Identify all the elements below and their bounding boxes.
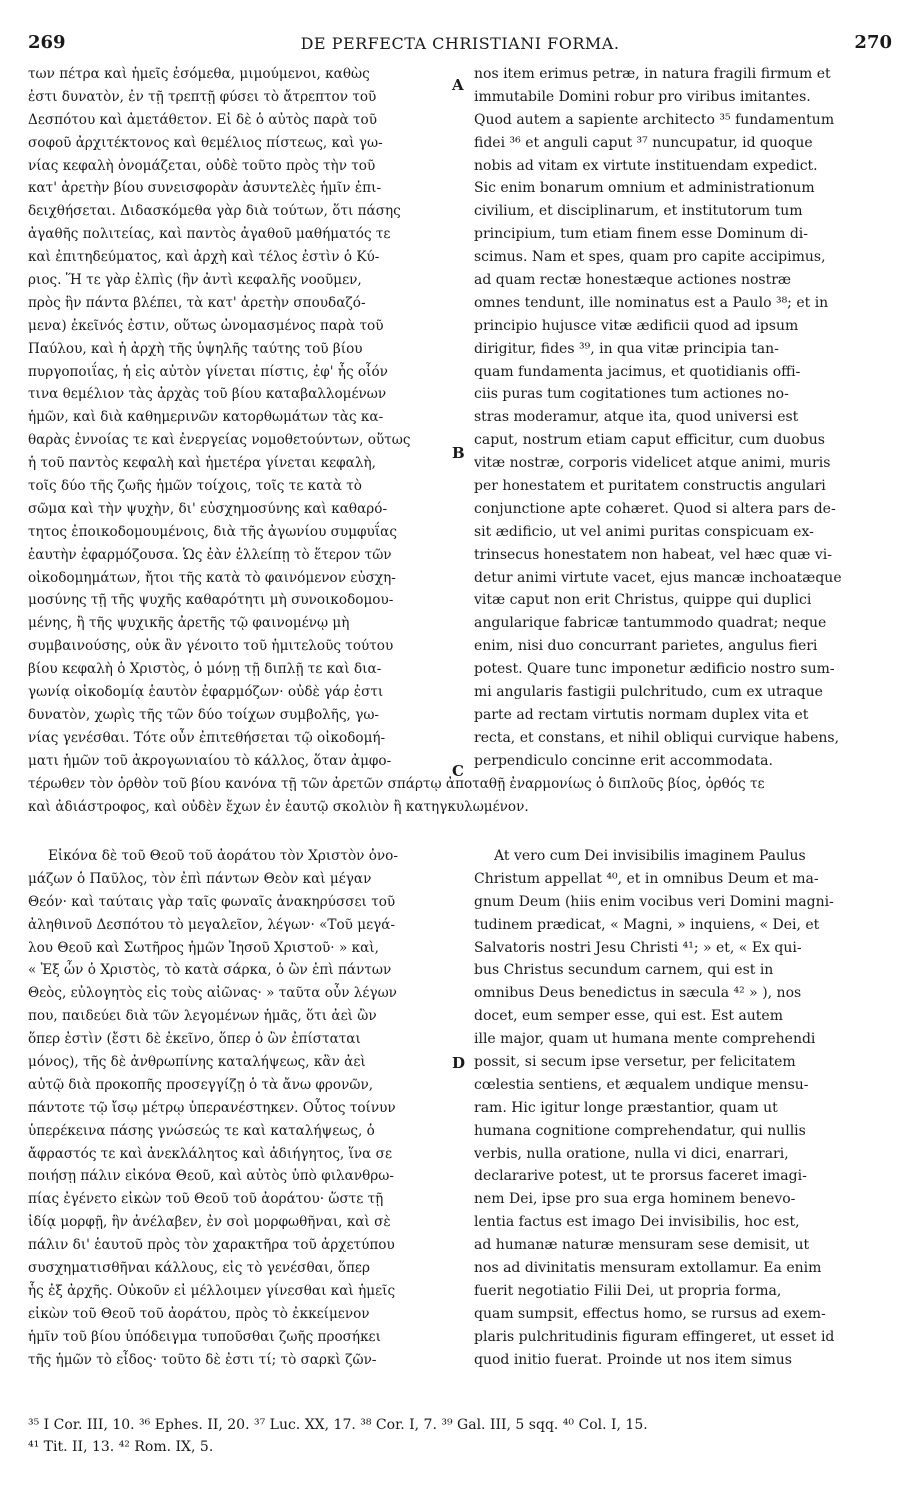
footnotes — [28, 1414, 892, 1464]
text-line: perpendiculo concinne erit accommodata. — [474, 752, 773, 769]
text-line: scimus. Nam et spes, quam pro capite accipimus, — [474, 249, 826, 266]
greek-spanning-lines — [28, 773, 892, 823]
text-line: conjunctione apte cohæret. Quod si altera pars de- — [474, 500, 836, 517]
text-line: καὶ ἀδιάστροφος, καὶ οὐδὲν ἔχων ἐν ἑαυτῷ σκολιὸν ἢ κατηγκυλωμένον. — [28, 798, 529, 815]
text-line: τέρωθεν τὸν ὀρθὸν τοῦ βίου κανόνα τῇ τῶν ἀρετῶν σπάρτῳ ἀποταθῇ ἐναρμονίως ὁ διπλοῦς βίος, ὀρθός τε — [28, 776, 765, 792]
text-line: Θεόν· καὶ ταύταις γὰρ ταῖς φωναῖς ἀνακηρύσσει τοῦ — [28, 893, 396, 910]
text-line: ille major, quam ut humana mente comprehendi — [474, 1031, 816, 1048]
text-line: πίας ἐγένετο εἰκὼν τοῦ Θεοῦ τοῦ ἀοράτου· ὥστε τῇ — [28, 1191, 384, 1208]
text-line: At vero cum Dei invisibilis imaginem Paulus — [494, 848, 806, 864]
text-line: quam fundamenta jacimus, et quotidianis offi- — [474, 363, 801, 380]
text-line: per honestatem et puritatem constructis angulari — [474, 478, 826, 495]
text-line: ad quam rectæ honestæque actiones nostræ — [474, 272, 792, 289]
text-line: νίας κεφαλὴ ὀνομάζεται, οὐδὲ τοῦτο πρὸς τὴν τοῦ — [28, 157, 376, 174]
text-line: declararive potest, ut te prorsus faceret imagi- — [474, 1168, 807, 1185]
text-line: gnum Deum (hiis enim vocibus veri Domini magni- — [474, 893, 834, 910]
text-line: omnes tendunt, ille nominatus est a Paulo ³⁸; et in — [474, 294, 829, 311]
text-line: λου Θεοῦ καὶ Σωτῆρος ἡμῶν Ἰησοῦ Χριστοῦ· » καὶ, — [28, 939, 379, 956]
text-line: Salvatoris nostri Jesu Christi ⁴¹; » et, « Ex qui- — [474, 939, 802, 956]
text-line: δειχθήσεται. Διδασκόμεθα γὰρ διὰ τούτων, ὅτι πάσης — [28, 203, 401, 220]
text-line: vitæ nostræ, corporis videlicet atque animi, muris — [474, 455, 831, 472]
text-line: ἰδίᾳ μορφῇ, ἣν ἀνέλαβεν, ἐν σοὶ μορφωθῆναι, καὶ σὲ — [28, 1214, 391, 1231]
text-line: bus Christus secundum carnem, qui est in — [474, 962, 774, 979]
text-line: stras moderamur, atque ita, quod universi est — [474, 409, 799, 426]
text-line: quam sumpsit, effectus homo, se rursus ad exem- — [474, 1305, 826, 1322]
section-marker-d: D — [452, 1054, 466, 1072]
text-line: πάντοτε τῷ ἴσῳ μέτρῳ ὑπερανέστηκεν. Οὗτος τοίνυν — [28, 1099, 396, 1116]
text-line: ἡμῶν, καὶ διὰ καθημερινῶν κατορθωμάτων τὰς κα- — [28, 409, 384, 426]
latin-column-bottom — [474, 845, 892, 1390]
text-line: ματι ἡμῶν τοῦ ἀκρογωνιαίου τὸ κάλλος, ὅταν ἀμφο- — [28, 752, 392, 769]
text-line: γωνίᾳ οἰκοδομίᾳ ἑαυτὸν ἐφαρμόζων· οὐδὲ γάρ ἐστι — [28, 684, 384, 701]
text-line: plaris pulchritudinis figuram effingeret, ut esset id — [474, 1328, 835, 1345]
text-line: docet, eum semper esse, qui est. Est autem — [474, 1008, 783, 1025]
text-line: dirigitur, fides ³⁹, in qua vitæ principia tan- — [474, 340, 779, 357]
text-line: εἰκὼν τοῦ Θεοῦ τοῦ ἀοράτου, πρὸς τὸ ἐκκείμενον — [28, 1305, 370, 1322]
text-line: ἧς ἐξ ἀρχῆς. Οὐκοῦν εἰ μέλλοιμεν γίνεσθαι καὶ ἡμεῖς — [28, 1282, 396, 1299]
text-line: trinsecus honestatem non habeat, vel hæc quæ vi- — [474, 546, 833, 563]
text-line: nos ad divinitatis mensuram extollamur. Ea enim — [474, 1260, 822, 1277]
text-line: caput, nostrum etiam caput efficitur, cum duobus — [474, 432, 825, 449]
latin-column-top — [474, 63, 892, 803]
text-line: ciis puras tum cogitationes tum actiones no- — [474, 386, 789, 403]
text-line: βίου κεφαλὴ ὁ Χριστὸς, ὁ μόνῃ τῇ διπλῇ τε καὶ δια- — [28, 661, 382, 678]
text-line: Sic enim bonarum omnium et administrationum — [474, 180, 815, 197]
text-line: Quod autem a sapiente architecto ³⁵ fundamentum — [474, 111, 835, 128]
text-line: αὐτῷ διὰ προκοπῆς προσεγγίζῃ ὁ τὰ ἄνω φρονῶν, — [28, 1076, 374, 1093]
text-line: omnibus Deus benedictus in sæcula ⁴² » ), nos — [474, 985, 802, 1002]
text-line: μενα) ἐκεῖνός ἐστιν, οὕτως ὠνομασμένος παρὰ τοῦ — [28, 317, 384, 334]
text-line: ὅπερ ἐστὶν (ἔστι δὲ ἐκεῖνο, ὅπερ ὁ ὢν ἐπίσταται — [28, 1031, 361, 1048]
text-line: verbis, nulla oratione, nulla vi dici, enarrari, — [474, 1145, 789, 1162]
text-line: ποιήσῃ πάλιν εἰκόνα Θεοῦ, καὶ αὐτὸς ὑπὸ φιλανθρω- — [28, 1168, 394, 1185]
text-line: μόνος), τῆς δὲ ἀνθρωπίνης καταλήψεως, κἂν ἀεὶ — [28, 1054, 366, 1071]
text-line: enim, nisi duo concurrant parietes, angulus fieri — [474, 638, 818, 655]
text-line: parte ad rectam virtutis normam duplex vita et — [474, 706, 809, 723]
text-line: σοφοῦ ἀρχιτέκτονος καὶ θεμέλιος πίστεως, καὶ γω- — [28, 134, 383, 151]
text-line: ἡμῖν τοῦ βίου ὑπόδειγμα τυποῦσθαι ζωῆς προσήκει — [28, 1328, 381, 1345]
text-line: ἀγαθῆς πολιτείας, καὶ παντὸς ἀγαθοῦ μαθήματός τε — [28, 226, 391, 243]
text-line: ad humanæ naturæ mensuram sese demisit, ut — [474, 1237, 810, 1254]
text-line: σῶμα καὶ τὴν ψυχὴν, δι' εὐσχημοσύνης καὶ καθαρό- — [28, 500, 388, 517]
text-line: nem Dei, ipse pro sua erga hominem benevo- — [474, 1191, 796, 1208]
text-line: θαρὰς ἐννοίας τε καὶ ἐνεργείας νομοθετούντων, οὕτως — [28, 432, 411, 449]
text-line: angularique fabricæ tantummodo quadrat; neque — [474, 615, 827, 632]
text-line: recta, et constans, et nihil obliqui curvique habens, — [474, 729, 840, 746]
text-line: ἐστι δυνατὸν, ἐν τῇ τρεπτῇ φύσει τὸ ἄτρεπτον τοῦ — [28, 88, 377, 105]
text-line: fidei ³⁶ et anguli caput ³⁷ nuncupatur, id quoque — [474, 134, 813, 151]
text-line: των πέτρα καὶ ἡμεῖς ἐσόμεθα, μιμούμενοι, καθὼς — [28, 66, 370, 82]
text-line: ἄφραστός τε καὶ ἀνεκλάλητος καὶ ἀδιήγητος, ἵνα σε — [28, 1145, 392, 1162]
text-line: μοσύνης τῇ τῆς ψυχῆς καθαρότητι μὴ συνοικοδομου- — [28, 592, 394, 609]
running-title: DE PERFECTA CHRISTIANI FORMA. — [300, 34, 620, 53]
text-line: ἡ τοῦ παντὸς κεφαλὴ καὶ ἡμετέρα γίνεται κεφαλὴ, — [28, 455, 376, 472]
text-line: συμβαινούσης, οὐκ ἂν γένοιτο τοῦ ἡμιτελοῦς τούτου — [28, 638, 394, 655]
text-line: ³⁵ I Cor. III, 10. ³⁶ Ephes. II, 20. ³⁷ Luc. XX, 17. ³⁸ Cor. I, 7. ³⁹ Gal. III, 5 sqq. ⁴⁰ Col. I, 15. — [28, 1417, 648, 1433]
page-number-left: 269 — [28, 32, 66, 53]
page-number-right: 270 — [854, 32, 892, 53]
text-line: detur animi virtute vacet, ejus mancæ inchoatæque — [474, 569, 842, 586]
text-line: τῆς ἡμῶν τὸ εἶδος· τοῦτο δὲ ἐστι τί; τὸ σαρκὶ ζῶν- — [28, 1351, 377, 1368]
greek-column-bottom — [28, 845, 466, 1390]
text-line: lentia factus est imago Dei invisibilis, hoc est, — [474, 1214, 800, 1231]
text-line: mi angularis fastigii pulchritudo, cum ex utraque — [474, 684, 823, 701]
text-line: principium, tum etiam finem esse Dominum di- — [474, 226, 809, 243]
text-line: τητος ἐποικοδομουμένοις, διὰ τῆς ἀγωνίου συμφυΐας — [28, 523, 397, 540]
text-line: νίας γενέσθαι. Τότε οὖν ἐπιτεθήσεται τῷ οἰκοδομή- — [28, 729, 386, 746]
text-line: ἑαυτὴν ἐφαρμόζουσα. Ὡς ἐὰν ἐλλείπῃ τὸ ἕτερον τῶν — [28, 546, 392, 563]
text-line: cœlestia sentiens, et æqualem undique mensu- — [474, 1076, 809, 1093]
text-line: Christum appellat ⁴⁰, et in omnibus Deum et ma- — [474, 870, 819, 887]
text-line: Θεὸς, εὐλογητὸς εἰς τοὺς αἰῶνας· » ταῦτα οὖν λέγων — [28, 985, 397, 1002]
text-line: « Ἐξ ὧν ὁ Χριστὸς, τὸ κατὰ σάρκα, ὁ ὢν ἐπὶ πάντων — [28, 962, 392, 979]
text-line: Εἰκόνα δὲ τοῦ Θεοῦ τοῦ ἀοράτου τὸν Χριστὸν ὀνο- — [48, 848, 398, 864]
text-line: fuerit negotiatio Filii Dei, ut propria forma, — [474, 1282, 782, 1299]
text-line: ἀληθινοῦ Δεσπότου τὸ μεγαλεῖον, λέγων· «Τοῦ μεγά- — [28, 916, 396, 933]
section-marker-a: A — [452, 76, 464, 94]
text-line: principio hujusce vitæ ædificii quod ad ipsum — [474, 317, 799, 334]
text-line: Παύλου, καὶ ἡ ἀρχὴ τῆς ὑψηλῆς ταύτης τοῦ βίου — [28, 340, 363, 357]
text-line: ὑπερέκεινα πάσης γνώσεώς τε καὶ καταλήψεως, ὁ — [28, 1122, 375, 1139]
text-line: civilium, et disciplinarum, et institutorum tum — [474, 203, 803, 220]
text-line: πρὸς ἣν πάντα βλέπει, τὰ κατ' ἀρετὴν σπουδαζό- — [28, 294, 366, 311]
text-line: sit ædificio, ut vel animi puritas conspicuam ex- — [474, 523, 814, 540]
text-line: μάζων ὁ Παῦλος, τὸν ἐπὶ πάντων Θεὸν καὶ μέγαν — [28, 870, 372, 887]
section-marker-c: C — [452, 762, 464, 780]
text-line: οἰκοδομημάτων, ἤτοι τῆς κατὰ τὸ φαινόμενον εὐσχη- — [28, 569, 396, 586]
text-line: κατ' ἀρετὴν βίου συνεισφορὰν ἀσυντελὲς ἡμῖν ἐπι- — [28, 180, 382, 197]
text-line: vitæ caput non erit Christus, quippe qui duplici — [474, 592, 812, 609]
text-line: ⁴¹ Tit. II, 13. ⁴² Rom. IX, 5. — [28, 1439, 214, 1455]
text-line: που, παιδεύει διὰ τῶν λεγομένων ἡμᾶς, ὅτι ἀεὶ ὢν — [28, 1008, 377, 1025]
text-line: ριος. Ἥ τε γὰρ ἐλπὶς (ἣν ἀντὶ κεφαλῆς νοοῦμεν, — [28, 272, 362, 289]
text-line: πυργοποιΐας, ἡ εἰς αὐτὸν γίνεται πίστις, ἐφ' ἧς οἷόν — [28, 363, 388, 380]
text-line: ram. Hic igitur longe præstantior, quam ut — [474, 1099, 778, 1116]
text-line: πάλιν δι' ἑαυτοῦ πρὸς τὸν χαρακτῆρα τοῦ ἀρχετύπου — [28, 1237, 395, 1254]
text-line: nos item erimus petræ, in natura fragili firmum et — [474, 66, 831, 82]
text-line: τινα θεμέλιον τὰς ἀρχὰς τοῦ βίου καταβαλλομένων — [28, 386, 387, 403]
text-line: μένης, ἢ τῆς ψυχικῆς ἀρετῆς τῷ φαινομένῳ μὴ — [28, 615, 350, 632]
text-line: humana cognitione comprehendatur, qui nullis — [474, 1122, 806, 1139]
text-line: τοῖς δύο τῆς ζωῆς ἡμῶν τοίχοις, τοῖς τε κατὰ τὸ — [28, 478, 362, 495]
text-line: δυνατὸν, χωρὶς τῆς τῶν δύο τοίχων συμβολῆς, γω- — [28, 706, 380, 723]
page-header — [28, 32, 892, 56]
section-marker-b: B — [452, 444, 465, 462]
text-line: quod initio fuerat. Proinde ut nos item simus — [474, 1351, 792, 1368]
text-line: immutabile Domini robur pro viribus imitantes. — [474, 88, 811, 105]
greek-column-top — [28, 63, 466, 803]
text-line: possit, si secum ipse versetur, per felicitatem — [474, 1054, 796, 1071]
text-line: potest. Quare tunc imponetur ædificio nostro sum- — [474, 661, 835, 678]
text-line: συσχηματισθῆναι κάλλους, εἰς τὸ γενέσθαι, ὅπερ — [28, 1260, 370, 1277]
text-line: tudinem prædicat, « Magni, » inquiens, « Dei, et — [474, 916, 820, 933]
text-line: nobis ad vitam ex virtute instituendam expedict. — [474, 157, 818, 174]
text-line: Δεσπότου καὶ ἀμετάθετον. Εἰ δὲ ὁ αὐτὸς παρὰ τοῦ — [28, 111, 378, 128]
text-line: καὶ ἐπιτηδεύματος, καὶ ἀρχὴ καὶ τέλος ἐστὶν ὁ Κύ- — [28, 249, 380, 266]
